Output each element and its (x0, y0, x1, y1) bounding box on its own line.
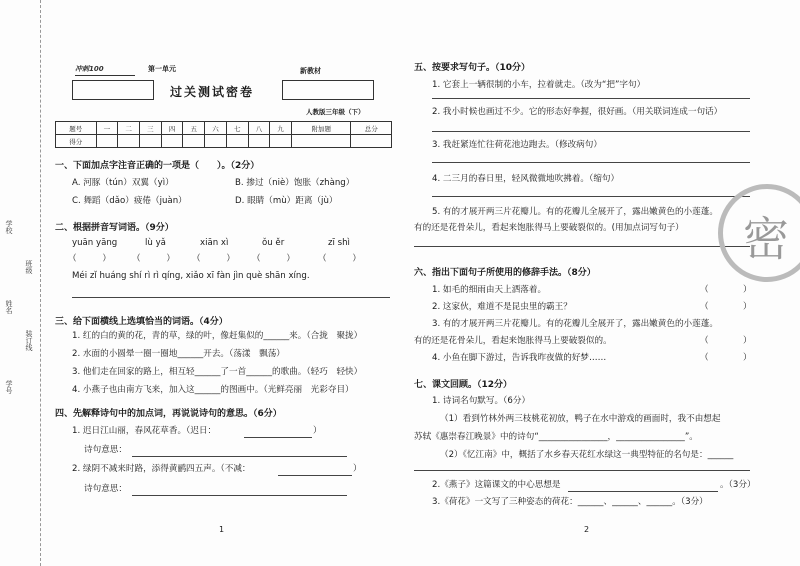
score-input-cell[interactable] (118, 135, 140, 148)
q4-item-2-close: ） (353, 464, 362, 474)
score-input-cell[interactable] (161, 135, 183, 148)
q7-item-1-1-verse: 苏轼《惠崇春江晚景》中的诗句“________________，________________”。 (414, 432, 698, 442)
q6-item-2: 2. 这家伙，难道不是昆虫里的霸王？ (432, 302, 572, 312)
score-cell: 附加题 (292, 122, 351, 135)
edition-label: 新教材 (300, 67, 321, 75)
q2-answer-paren[interactable]: （ ） (132, 254, 175, 264)
q7-item-1: 1. 诗词名句默写。（6分） (432, 396, 531, 406)
q5-item-1: 1. 它套上一辆很制的小车，拉着就走。（改为“把”字句） (432, 80, 646, 90)
q3-item-3: 3. 他们走在回家的路上，相互轻______了一首______的歌曲。（轻巧 轻快） (72, 367, 363, 377)
q4-item-1: 1. 迟日江山丽，春风花草香。（迟日： (72, 426, 217, 436)
score-input-cell[interactable] (270, 135, 292, 148)
q4-item-2: 2. 绿阴不减来时路，添得黄鹂四五声。（不减： (72, 464, 251, 474)
header-box-left (72, 80, 154, 100)
q3-item-2: 2. 水面的小圆晕一圈一圈地______开去。（荡漾 飘荡） (72, 349, 285, 359)
q6-item-1: 1. 如毛的细雨由天上洒落着。 (432, 285, 547, 295)
q5-answer-line[interactable] (432, 98, 750, 99)
q1-option-c[interactable]: C. 舞蹈（dǎo）疲倦（juàn） (72, 196, 187, 206)
q7-answer-line[interactable] (414, 470, 750, 471)
binding-label-name: 姓名 (5, 300, 13, 314)
right-page (400, 0, 800, 566)
q3-item-4: 4. 小燕子也由南方飞来，加入这______的图画中。（光鲜亮丽 光彩夺目） (72, 385, 354, 395)
q4-meaning-label: 诗句意思： (84, 445, 127, 455)
q6-item-3a: 3. 有的才展开两三片花瓣儿。有的花瓣儿全展开了，露出嫩黄色的小莲蓬。 (432, 319, 718, 329)
score-input-cell[interactable] (205, 135, 227, 148)
grade-label: 人教版三年级（下） (306, 108, 365, 116)
binding-label-seam: 装订线 (25, 330, 33, 351)
score-input-cell[interactable] (96, 135, 118, 148)
q2-pinyin: lù yǎ (145, 238, 166, 248)
score-cell: 总分 (351, 122, 392, 135)
q5-item-3: 3. 我赶紧连忙往荷花池边跑去。（修改病句） (432, 140, 602, 150)
q2-answer-paren[interactable]: （ ） (68, 254, 111, 264)
score-cell: 四 (161, 122, 183, 135)
q3-title: 三、给下面横线上选填恰当的词语。（4分） (55, 317, 228, 327)
header-box-right (282, 80, 374, 100)
score-input-cell[interactable] (292, 135, 351, 148)
q4-meaning-label: 诗句意思： (84, 484, 127, 494)
q5-item-2: 2. 我小时候也画过不少。它的形态好拳握，很好画。（用关联词连成一句话） (432, 107, 723, 117)
q6-answer-paren[interactable]: （ ） (700, 336, 752, 346)
q5-answer-line[interactable] (414, 246, 750, 247)
q4-answer-line[interactable] (244, 437, 312, 438)
score-cell: 六 (205, 122, 227, 135)
q6-answer-paren[interactable]: （ ） (700, 302, 752, 312)
page-number-left: 1 (219, 525, 225, 534)
q2-pinyin: zī shì (328, 238, 350, 248)
score-table (55, 121, 392, 148)
q1-option-d[interactable]: D. 眼睛（mù）距离（jù） (235, 196, 338, 206)
q7-item-1-1: （1）看到竹林外两三枝桃花初放，鸭子在水中游戏的画面时，我不由想起 (440, 414, 721, 424)
score-cell: 七 (226, 122, 248, 135)
q6-item-4: 4. 小鱼在脚下游过，告诉我昨夜做的好梦…… (432, 353, 607, 363)
score-cell: 八 (248, 122, 270, 135)
q7-answer-line[interactable] (568, 491, 718, 492)
binding-label-school: 学校 (5, 220, 13, 234)
q5-answer-line[interactable] (432, 131, 750, 132)
q2-pinyin: yuān yāng (72, 238, 118, 248)
q1-title: 一、下面加点字注音正确的一项是（ ）。（2分） (55, 161, 260, 171)
q2-pinyin: xiān xì (200, 238, 229, 248)
score-cell: 二 (118, 122, 140, 135)
q2-pinyin-sentence: Méi zǐ huáng shí rì rì qíng, xiǎo xī fàn jìn què shān xíng. (72, 271, 310, 281)
score-input-cell[interactable] (248, 135, 270, 148)
score-cell: 一 (96, 122, 118, 135)
q7-title: 七、课文回顾。（12分） (414, 380, 513, 390)
q1-option-a[interactable]: A. 河豚（tún）双翼（yì） (72, 178, 174, 188)
q2-answer-paren[interactable]: （ ） (318, 254, 361, 264)
q6-item-3b: 有的还是花骨朵儿，看起来饱胀得马上要破裂似的。 (414, 336, 612, 346)
q3-item-1: 1. 红的白的黄的花，青的草，绿的叶，像赶集似的______来。（合拢 聚拢） (72, 331, 363, 341)
score-cell: 得分 (56, 135, 97, 148)
score-input-cell[interactable] (351, 135, 392, 148)
q4-title: 四、先解释诗句中的加点词，再说说诗句的意思。（6分） (55, 409, 282, 419)
q5-item-5a: 5. 有的才展开两三片花瓣儿。有的花瓣儿全展开了，露出嫩黄色的小莲蓬。 (432, 207, 718, 217)
q4-answer-line[interactable] (132, 456, 347, 457)
score-input-cell[interactable] (226, 135, 248, 148)
score-cell: 九 (270, 122, 292, 135)
q5-item-4: 4. 二三月的春日里，轻风微微地吹拂着。（缩句） (432, 174, 620, 184)
unit-label: 第一单元 (148, 65, 176, 73)
page-number-right: 2 (584, 525, 590, 534)
page-title: 过关测试密卷 (170, 85, 255, 99)
brand-logo: 冲刺100 (75, 65, 104, 73)
q7-item-1-2: （2）《忆江南》中，概括了水乡春天花红水绿这一典型特征的名句是：______ (440, 450, 734, 460)
score-cell: 题号 (56, 122, 97, 135)
q4-answer-line[interactable] (132, 495, 347, 496)
q7-item-2-score: 。（3分） (720, 480, 756, 490)
q6-answer-paren[interactable]: （ ） (700, 353, 752, 363)
score-input-cell[interactable] (139, 135, 161, 148)
q2-answer-paren[interactable]: （ ） (192, 254, 235, 264)
q5-answer-line[interactable] (432, 196, 750, 197)
binding-label-id: 学号 (5, 380, 13, 394)
header-rule (75, 75, 135, 76)
q7-item-3: 3.《荷花》一文写了三种姿态的荷花：______、______、______。（3分） (432, 497, 708, 507)
q5-title: 五、按要求写句子。（10分） (414, 63, 531, 73)
score-cell: 三 (139, 122, 161, 135)
q2-answer-paren[interactable]: （ ） (252, 254, 295, 264)
q1-option-b[interactable]: B. 掺过（niè）饱胀（zhàng） (235, 178, 355, 188)
q2-title: 二、根据拼音写词语。（9分） (55, 223, 174, 233)
q5-item-5b: 有的还是花骨朵儿，看起来饱胀得马上要破裂似的。(用加点词写句子） (414, 223, 684, 233)
q6-answer-paren[interactable]: （ ） (700, 285, 752, 295)
score-cell: 五 (183, 122, 205, 135)
q2-pinyin: ǒu ěr (262, 238, 285, 248)
q2-answer-line[interactable] (72, 297, 390, 298)
q7-item-2: 2.《燕子》这篇课文的中心思想是 (432, 480, 561, 490)
q4-answer-line[interactable] (278, 475, 352, 476)
binding-margin (0, 0, 41, 566)
q6-title: 六、指出下面句子所使用的修辞手法。（8分） (414, 268, 596, 278)
q4-item-1-close: ） (313, 426, 322, 436)
score-input-cell[interactable] (183, 135, 205, 148)
q5-answer-line[interactable] (432, 162, 750, 163)
binding-label-class: 班级 (25, 260, 33, 274)
seal-char: 密 (743, 212, 789, 266)
